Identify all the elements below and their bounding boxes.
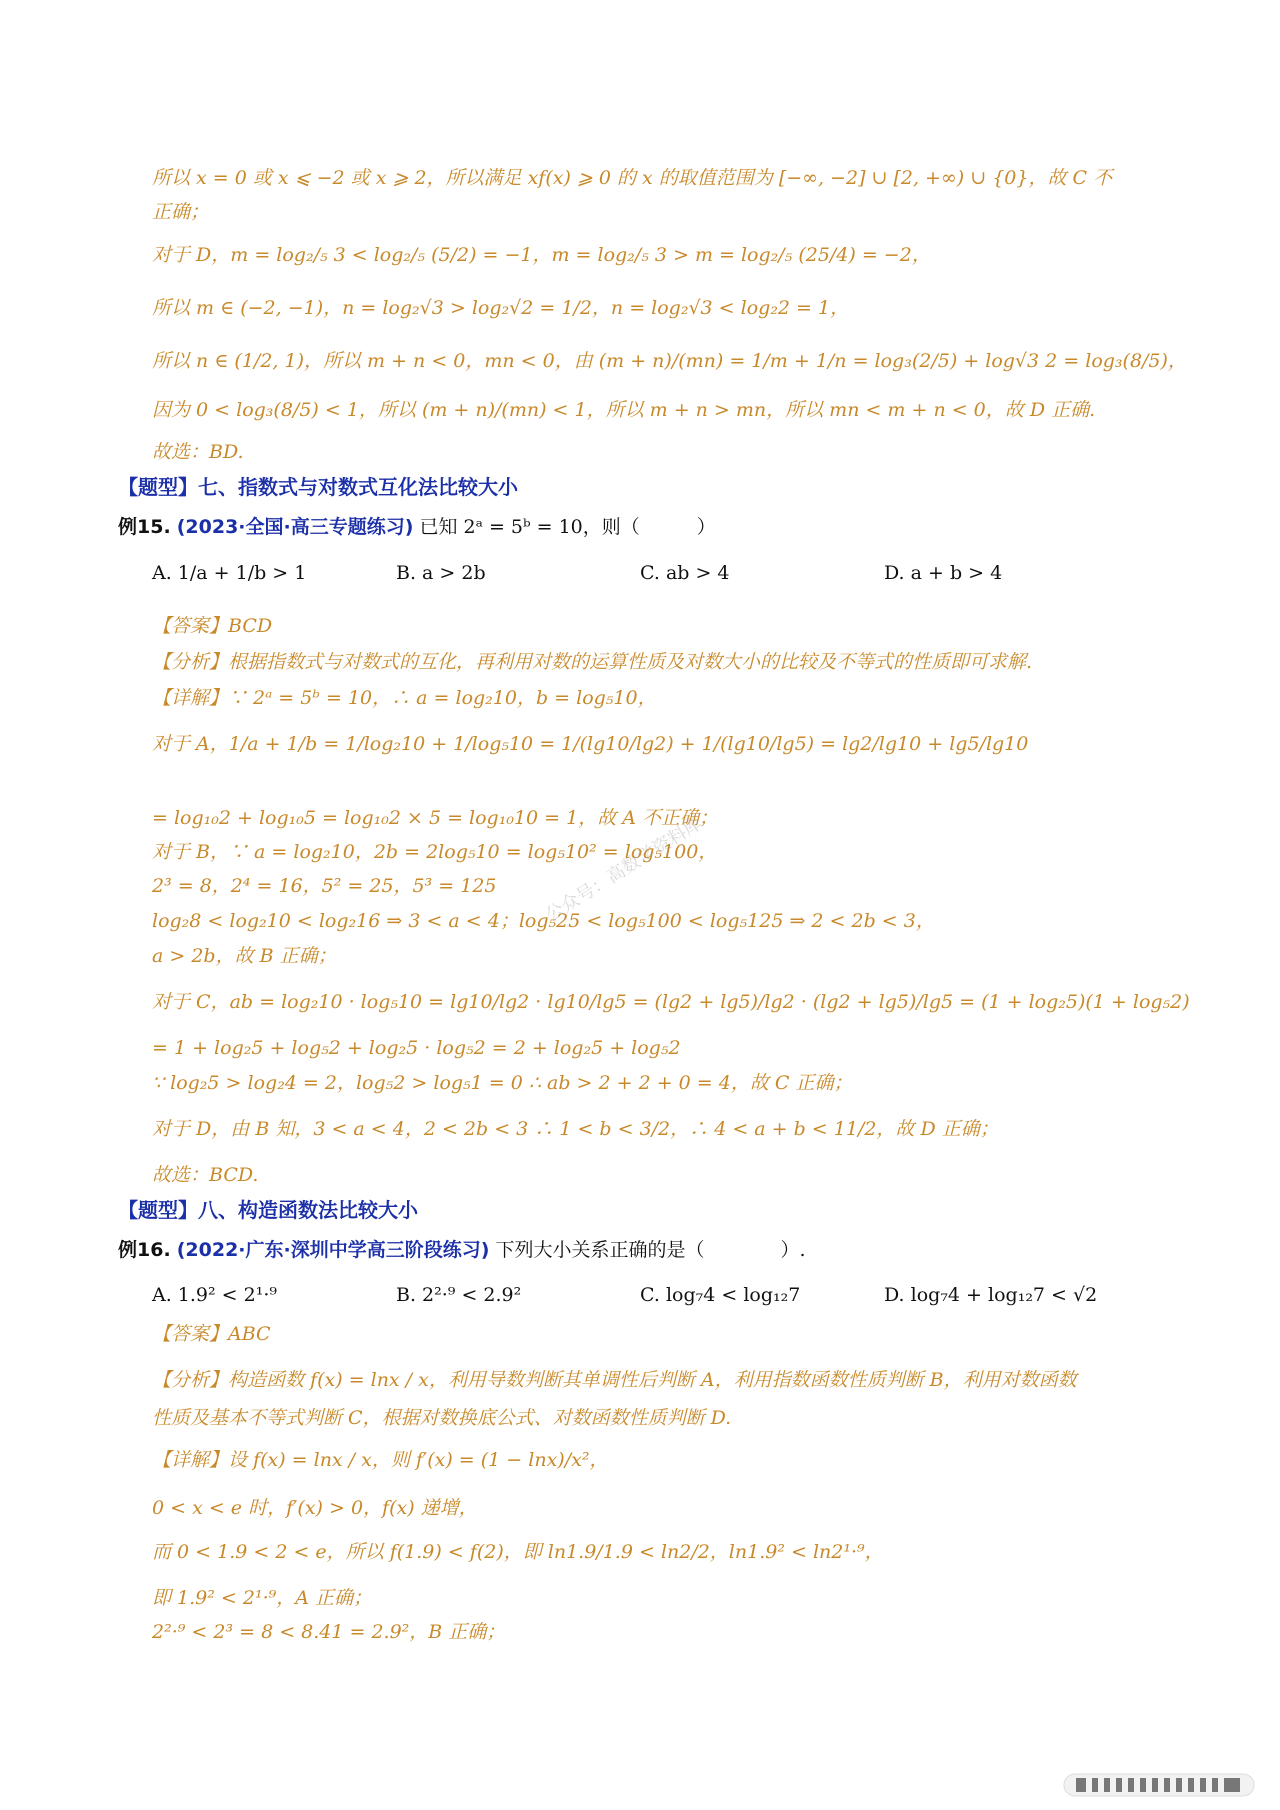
option-b: B. a > 2b: [396, 562, 486, 584]
final-answer: 故选：BD.: [152, 441, 244, 463]
solution-line: 正确；: [152, 201, 210, 223]
solution-line: 2²·⁹ < 2³ = 8 < 8.41 = 2.9²，B 正确；: [152, 1621, 506, 1643]
question-stem: 下列大小关系正确的是（ ）.: [495, 1239, 806, 1261]
solution-line: 0 < x < e 时，f′(x) > 0，f(x) 递增，: [152, 1497, 478, 1519]
analysis-line: 性质及基本不等式判断 C，根据对数换底公式、对数函数性质判断 D.: [152, 1407, 732, 1429]
detail-line: 【详解】∵ 2ᵃ = 5ᵇ = 10，∴ a = log₂10，b = log₅10，: [152, 687, 657, 709]
section-heading: 【题型】八、构造函数法比较大小: [118, 1198, 418, 1222]
solution-line: 对于 A，1/a + 1/b = 1/log₂10 + 1/log₅10 = 1/(lg10/lg2) + 1/(lg10/lg5) = lg2/lg10 + lg5/lg10: [152, 733, 1029, 755]
analysis-line: 【分析】构造函数 f(x) = lnx / x，利用导数判断其单调性后判断 A，利用指数函数性质判断 B，利用对数函数: [152, 1369, 1077, 1391]
option-b: B. 2²·⁹ < 2.9²: [396, 1284, 522, 1306]
detail-line: 【详解】设 f(x) = lnx / x，则 f′(x) = (1 − lnx)/x²，: [152, 1449, 609, 1471]
solution-line: a > 2b，故 B 正确；: [152, 945, 337, 967]
solution-line: = log₁₀2 + log₁₀5 = log₁₀2 × 5 = log₁₀10 = 1，故 A 不正确；: [152, 807, 719, 829]
option-a: A. 1.9² < 2¹·⁹: [152, 1284, 277, 1306]
solution-line: 2³ = 8，2⁴ = 16，5² = 25，5³ = 125: [152, 875, 497, 897]
brand-logo-icon: [1062, 1770, 1262, 1800]
question-stem: 已知 2ᵃ = 5ᵇ = 10，则（ ）: [419, 516, 716, 538]
solution-line: 对于 B，∵ a = log₂10，2b = 2log₅10 = log₅10² = log₅100，: [152, 841, 718, 863]
option-c: C. ab > 4: [640, 562, 730, 584]
question-source: (2023·全国·高三专题练习): [176, 516, 414, 538]
final-answer: 故选：BCD.: [152, 1164, 259, 1186]
option-d: D. a + b > 4: [884, 562, 1003, 584]
option-a: A. 1/a + 1/b > 1: [152, 562, 307, 584]
solution-line: 而 0 < 1.9 < 2 < e，所以 f(1.9) < f(2)，即 ln1.9/1.9 < ln2/2，ln1.9² < ln2¹·⁹，: [152, 1541, 884, 1563]
answer-line: 【答案】BCD: [152, 615, 273, 637]
question-header: [118, 515, 716, 539]
solution-line: 即 1.9² < 2¹·⁹，A 正确；: [152, 1587, 372, 1609]
solution-line: log₂8 < log₂10 < log₂16 ⇒ 3 < a < 4；log₅25 < log₅100 < log₅125 ⇒ 2 < 2b < 3，: [152, 910, 935, 932]
question-source: (2022·广东·深圳中学高三阶段练习): [176, 1239, 490, 1261]
solution-line: 对于 C，ab = log₂10 · log₅10 = lg10/lg2 · lg10/lg5 = (lg2 + lg5)/lg2 · (lg2 + lg5)/lg5 = (1 + log₂5)(1 + log₅2): [152, 991, 1190, 1013]
solution-line: 因为 0 < log₃(8/5) < 1，所以 (m + n)/(mn) < 1，所以 m + n > mn，所以 mn < m + n < 0，故 D 正确.: [152, 399, 1096, 421]
option-c: C. log₇4 < log₁₂7: [640, 1284, 801, 1306]
solution-line: 所以 m ∈ (−2, −1)，n = log₂√3 > log₂√2 = 1/2，n = log₂√3 < log₂2 = 1，: [152, 297, 850, 319]
section-heading: 【题型】七、指数式与对数式互化法比较大小: [118, 475, 518, 499]
question-header: [118, 1238, 806, 1262]
analysis-line: 【分析】根据指数式与对数式的互化，再利用对数的运算性质及对数大小的比较及不等式的性质即可求解.: [152, 651, 1033, 673]
solution-line: 对于 D，由 B 知，3 < a < 4，2 < 2b < 3 ∴ 1 < b < 3/2，∴ 4 < a + b < 11/2，故 D 正确；: [152, 1118, 999, 1140]
question-number: 例15.: [118, 516, 171, 538]
answer-line: 【答案】ABC: [152, 1323, 271, 1345]
option-d: D. log₇4 + log₁₂7 < √2: [884, 1284, 1098, 1306]
question-number: 例16.: [118, 1239, 171, 1261]
solution-line: 所以 n ∈ (1/2, 1)，所以 m + n < 0，mn < 0，由 (m + n)/(mn) = 1/m + 1/n = log₃(2/5) + log√3 2 = log₃(8/5)，: [152, 350, 1187, 372]
watermark-text: 公众号：高数学资料库: [542, 813, 706, 927]
solution-line: ∵ log₂5 > log₂4 = 2，log₅2 > log₅1 = 0 ∴ ab > 2 + 2 + 0 = 4，故 C 正确；: [152, 1072, 853, 1094]
solution-line: 对于 D，m = log₂/₅ 3 < log₂/₅ (5/2) = −1，m = log₂/₅ 3 > m = log₂/₅ (25/4) = −2，: [152, 244, 931, 266]
solution-line: 所以 x = 0 或 x ⩽ −2 或 x ⩾ 2，所以满足 xf(x) ⩾ 0 的 x 的取值范围为 [−∞, −2] ∪ [2, +∞) ∪ {0}，故 C 不: [152, 167, 1113, 189]
solution-line: = 1 + log₂5 + log₅2 + log₂5 · log₅2 = 2 + log₂5 + log₅2: [152, 1037, 681, 1059]
